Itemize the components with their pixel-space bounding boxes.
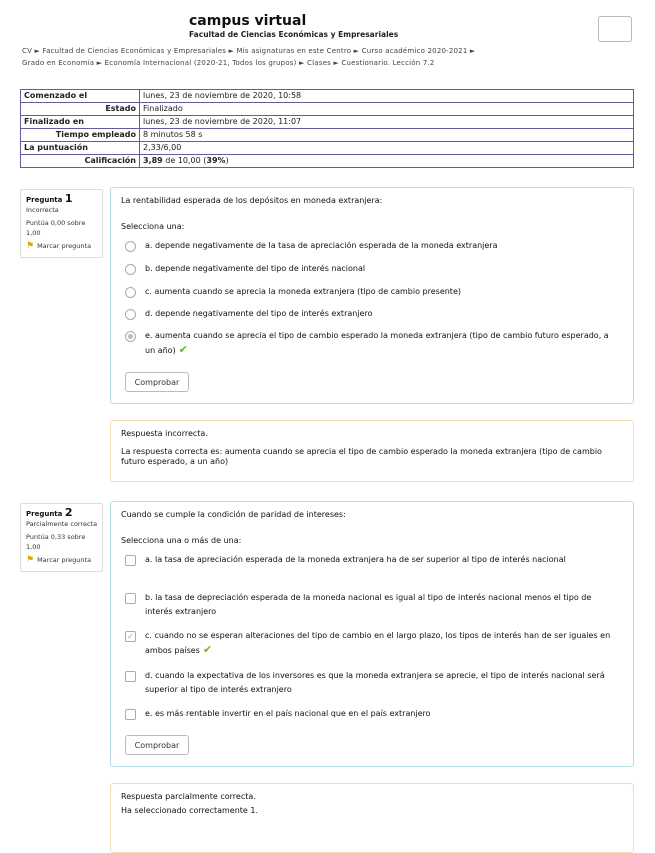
answer-option-d[interactable] [125,307,615,321]
question-label: Pregunta [26,510,63,518]
option-label: b. la tasa de depreciación esperada de la moneda nacional es igual al tipo de interés nacional menos el tipo de interés extranjero [145,593,592,616]
answer-option-d[interactable] [125,669,615,697]
breadcrumb [22,45,622,69]
summary-label: La puntuación [21,142,140,155]
answer-option-e[interactable] [125,707,615,721]
option-label: e. es más rentable invertir en el país nacional que en el país extranjero [145,709,431,718]
flag-question-button[interactable] [26,555,98,565]
grade-percent: 39% [206,156,226,165]
question-text: Cuando se cumple la condición de paridad de intereses: [121,510,346,519]
header-menu-box[interactable] [598,16,632,42]
radio-button[interactable] [125,241,136,252]
summary-row [21,90,634,103]
option-label: a. depende negativamente de la tasa de apreciación esperada de la moneda extranjera [145,241,498,250]
summary-label: Estado [21,103,140,116]
summary-label: Calificación [21,155,140,168]
option-label: c. cuando no se esperan alteraciones del tipo de cambio en el largo plazo, los tipos de interés han de ser iguales en ambos países [145,631,611,655]
summary-value: lunes, 23 de noviembre de 2020, 11:07 [140,116,634,129]
summary-row [21,116,634,129]
question-1-content [110,187,634,404]
answer-option-c[interactable] [125,285,615,299]
question-1-feedback [110,420,634,482]
summary-row [21,103,634,116]
question-number: 2 [64,506,73,519]
feedback-correct-answer: La respuesta correcta es: aumenta cuando se aprecia el tipo de cambio esperado la moneda extranjera (tipo de cambio futuro esperado, a un año) [121,447,602,466]
radio-button-selected[interactable] [125,331,136,342]
flag-icon: ⚑ [26,555,35,565]
correct-check-icon: ✔ [202,643,213,656]
question-1-info [20,189,103,258]
site-subtitle: Facultad de Ciencias Económicas y Empresariales [189,30,399,39]
option-label: c. aumenta cuando se aprecia la moneda extranjera (tipo de cambio presente) [145,287,461,296]
question-2-content [110,501,634,767]
site-title: campus virtual [189,13,307,29]
radio-button[interactable] [125,264,136,275]
breadcrumb-line-2[interactable]: Grado en Economía ► Economía Internacional (2020-21, Todos los grupos) ► Clases ► Cuestionario. Lección 7.2 [22,59,435,67]
flag-label: Marcar pregunta [37,556,92,564]
answer-option-a[interactable] [125,553,615,567]
flag-icon: ⚑ [26,241,35,251]
option-label: d. depende negativamente del tipo de interés extranjero [145,309,373,318]
grade-close: ) [225,156,229,165]
answer-option-a[interactable] [125,239,615,253]
checkbox[interactable] [125,709,136,720]
answer-prompt: Selecciona una: [121,222,185,231]
summary-row [21,142,634,155]
flag-label: Marcar pregunta [37,242,92,250]
breadcrumb-line-1[interactable]: CV ► Facultad de Ciencias Económicas y Empresariales ► Mis asignaturas en este Centro ► Curso académico 2020-2021 ► [22,47,476,55]
checkbox[interactable] [125,555,136,566]
checkbox[interactable] [125,671,136,682]
feedback-result: Respuesta parcialmente correcta. [121,792,256,801]
radio-button[interactable] [125,287,136,298]
summary-label: Tiempo empleado [21,129,140,142]
question-status: Parcialmente correcta [26,520,98,528]
feedback-result: Respuesta incorrecta. [121,429,208,438]
checkbox[interactable] [125,593,136,604]
grade-scale: de 10,00 ( [162,156,207,165]
question-2-feedback [110,783,634,853]
option-label: b. depende negativamente del tipo de interés nacional [145,264,366,273]
summary-label: Finalizado en [21,116,140,129]
check-button[interactable]: Comprobar [125,735,189,755]
summary-value: Finalizado [140,103,634,116]
question-score: Puntúa 0,33 sobre 1,00 [26,533,86,551]
grade-value: 3,89 [143,156,163,165]
answer-option-b[interactable] [125,262,615,276]
option-label: a. la tasa de apreciación esperada de la moneda extranjera ha de ser superior al tipo de interés nacional [145,555,566,564]
summary-row [21,129,634,142]
flag-question-button[interactable] [26,241,98,251]
question-status: Incorrecta [26,206,59,214]
summary-value: lunes, 23 de noviembre de 2020, 10:58 [140,90,634,103]
question-text: La rentabilidad esperada de los depósitos en moneda extranjera: [121,196,383,205]
option-label: e. aumenta cuando se aprecia el tipo de cambio esperado la moneda extranjera (tipo de cambio futuro esperado, a un año) [145,331,609,355]
answer-option-c[interactable] [125,629,615,658]
summary-value: 8 minutos 58 s [140,129,634,142]
attempt-summary-table [20,89,634,168]
summary-value: 2,33/6,00 [140,142,634,155]
summary-value [140,155,634,168]
answer-option-b[interactable] [125,591,615,619]
check-button[interactable]: Comprobar [125,372,189,392]
question-2-info [20,503,103,572]
checkbox-checked[interactable]: ✓ [125,631,136,642]
question-score: Puntúa 0,00 sobre 1,00 [26,219,86,237]
option-label: d. cuando la expectativa de los inversores es que la moneda extranjera se aprecie, el tipo de interés nacional será superior al tipo de interés extranjero [145,671,605,694]
question-number: 1 [64,192,73,205]
radio-button[interactable] [125,309,136,320]
summary-row [21,155,634,168]
feedback-detail: Ha seleccionado correctamente 1. [121,806,259,815]
summary-label: Comenzado el [21,90,140,103]
answer-prompt: Selecciona una o más de una: [121,536,242,545]
correct-check-icon: ✔ [178,343,188,356]
question-label: Pregunta [26,196,63,204]
answer-option-e[interactable] [125,329,615,358]
